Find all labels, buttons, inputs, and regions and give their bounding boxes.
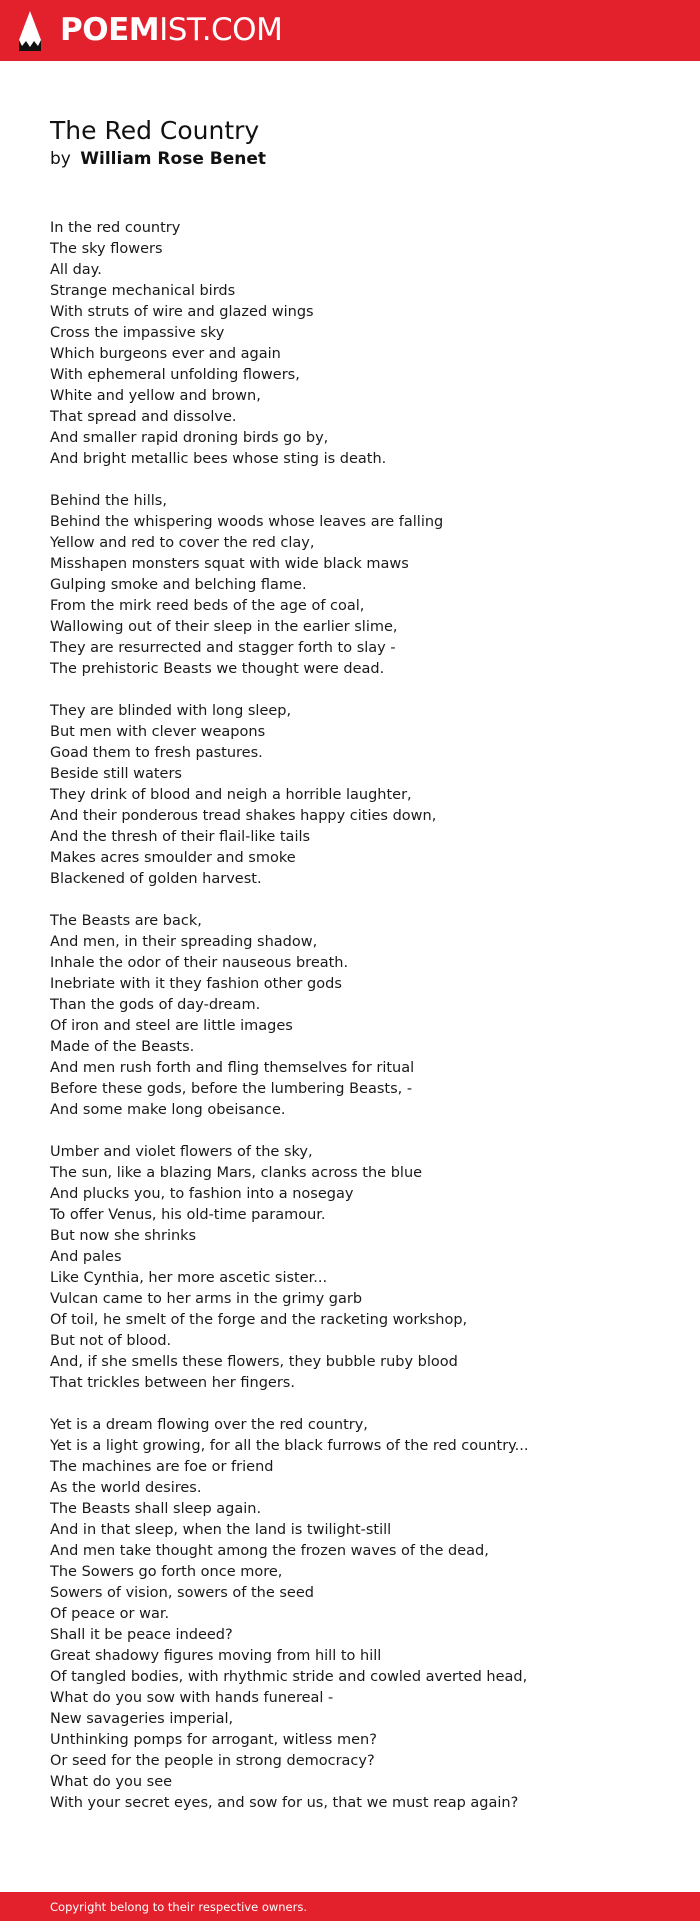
poem-line: From the mirk reed beds of the age of coal,	[50, 598, 365, 614]
poem-line: They drink of blood and neigh a horrible laughter,	[50, 787, 412, 803]
poem-stanza	[50, 1142, 670, 1394]
poem-line: And bright metallic bees whose sting is death.	[50, 451, 387, 467]
poem-line: And some make long obeisance.	[50, 1102, 286, 1118]
poem-line: Behind the whispering woods whose leaves are falling	[50, 514, 444, 530]
poem-line: The sky flowers	[50, 241, 163, 257]
poem-line: Like Cynthia, her more ascetic sister...	[50, 1270, 328, 1286]
poem-line: To offer Venus, his old-time paramour.	[50, 1207, 326, 1223]
logo-bold-text: POEM	[60, 12, 160, 48]
site-logo[interactable]	[60, 11, 282, 49]
poem-line: But men with clever weapons	[50, 724, 266, 740]
poem-line: And in that sleep, when the land is twilight-still	[50, 1522, 392, 1538]
poem-line: White and yellow and brown,	[50, 388, 261, 404]
poem-line: Of tangled bodies, with rhythmic stride and cowled averted head,	[50, 1669, 528, 1685]
poem-line: Of peace or war.	[50, 1606, 170, 1622]
poem-line: Makes acres smoulder and smoke	[50, 850, 296, 866]
poem-line: Great shadowy figures moving from hill to hill	[50, 1648, 382, 1664]
poem-line: Misshapen monsters squat with wide black maws	[50, 556, 409, 572]
poem-line: Yet is a light growing, for all the black furrows of the red country...	[50, 1438, 529, 1454]
site-footer	[0, 1892, 700, 1921]
poem-line: With ephemeral unfolding flowers,	[50, 367, 300, 383]
by-label: by	[50, 149, 71, 169]
poem-line: Inebriate with it they fashion other gods	[50, 976, 342, 992]
poem-line: The sun, like a blazing Mars, clanks across the blue	[50, 1165, 423, 1181]
poem-line: The Sowers go forth once more,	[50, 1564, 283, 1580]
poem-line: Before these gods, before the lumbering Beasts, -	[50, 1081, 413, 1097]
poem-stanza	[50, 701, 670, 890]
poem-line: Beside still waters	[50, 766, 182, 782]
poem-line: Cross the impassive sky	[50, 325, 225, 341]
poem-line: But not of blood.	[50, 1333, 172, 1349]
poem-line: Sowers of vision, sowers of the seed	[50, 1585, 314, 1601]
poem-line: And plucks you, to fashion into a nosegay	[50, 1186, 354, 1202]
poem-line: The Beasts shall sleep again.	[50, 1501, 262, 1517]
poem-line: And the thresh of their flail-like tails	[50, 829, 311, 845]
poem-line: And men, in their spreading shadow,	[50, 934, 318, 950]
poem-line: The Beasts are back,	[50, 913, 202, 929]
poem-line: Than the gods of day-dream.	[50, 997, 261, 1013]
poem-line: As the world desires.	[50, 1480, 202, 1496]
poem-line: Wallowing out of their sleep in the earlier slime,	[50, 619, 398, 635]
poem-line: Yellow and red to cover the red clay,	[50, 535, 315, 551]
poem-line: Which burgeons ever and again	[50, 346, 281, 362]
poem-line: With struts of wire and glazed wings	[50, 304, 314, 320]
poem-line: They are blinded with long sleep,	[50, 703, 292, 719]
poem-line: Vulcan came to her arms in the grimy garb	[50, 1291, 363, 1307]
poem-stanza	[50, 1415, 670, 1814]
poem-line: Gulping smoke and belching flame.	[50, 577, 307, 593]
poem-line: In the red country	[50, 220, 181, 236]
poem-line: And their ponderous tread shakes happy cities down,	[50, 808, 437, 824]
poem-line: What do you sow with hands funereal -	[50, 1690, 334, 1706]
poem-stanza	[50, 218, 670, 470]
poem-line: New savageries imperial,	[50, 1711, 234, 1727]
poem-stanza	[50, 911, 670, 1121]
poem-line: That trickles between her fingers.	[50, 1375, 295, 1391]
poem-line: And pales	[50, 1249, 122, 1265]
poem-line: Shall it be peace indeed?	[50, 1627, 233, 1643]
poem-line: Made of the Beasts.	[50, 1039, 195, 1055]
site-header	[0, 0, 700, 61]
author-name[interactable]: William Rose Benet	[80, 149, 267, 169]
copyright-text: Copyright belong to their respective owners.	[50, 1900, 308, 1914]
poem-line: With your secret eyes, and sow for us, that we must reap again?	[50, 1795, 519, 1811]
poem-line: Behind the hills,	[50, 493, 167, 509]
poem-line: All day.	[50, 262, 102, 278]
poem-line: They are resurrected and stagger forth to slay -	[50, 640, 396, 656]
poem-line: And men rush forth and fling themselves for ritual	[50, 1060, 415, 1076]
pen-nib-icon[interactable]	[18, 10, 42, 52]
poem-line: And smaller rapid droning birds go by,	[50, 430, 329, 446]
poem-line: Goad them to fresh pastures.	[50, 745, 263, 761]
byline	[50, 147, 266, 171]
poem-line: The machines are foe or friend	[50, 1459, 274, 1475]
poem-line: And, if she smells these flowers, they bubble ruby blood	[50, 1354, 458, 1370]
poem-line: And men take thought among the frozen waves of the dead,	[50, 1543, 489, 1559]
poem-line: Of iron and steel are little images	[50, 1018, 293, 1034]
poem-line: But now she shrinks	[50, 1228, 197, 1244]
poem-line: What do you see	[50, 1774, 173, 1790]
poem-stanza	[50, 491, 670, 680]
poem-line: That spread and dissolve.	[50, 409, 237, 425]
poem-line: Unthinking pomps for arrogant, witless men?	[50, 1732, 377, 1748]
poem-line: The prehistoric Beasts we thought were dead.	[50, 661, 385, 677]
poem-line: Yet is a dream flowing over the red country,	[50, 1417, 368, 1433]
poem-line: Or seed for the people in strong democracy?	[50, 1753, 375, 1769]
poem-line: Of toil, he smelt of the forge and the racketing workshop,	[50, 1312, 468, 1328]
poem-line: Inhale the odor of their nauseous breath.	[50, 955, 349, 971]
logo-light-text: IST.COM	[159, 12, 283, 48]
poem-body	[50, 218, 670, 1835]
poem-line: Umber and violet flowers of the sky,	[50, 1144, 313, 1160]
poem-line: Blackened of golden harvest.	[50, 871, 262, 887]
poem-title: The Red Country	[50, 116, 260, 145]
poem-line: Strange mechanical birds	[50, 283, 236, 299]
